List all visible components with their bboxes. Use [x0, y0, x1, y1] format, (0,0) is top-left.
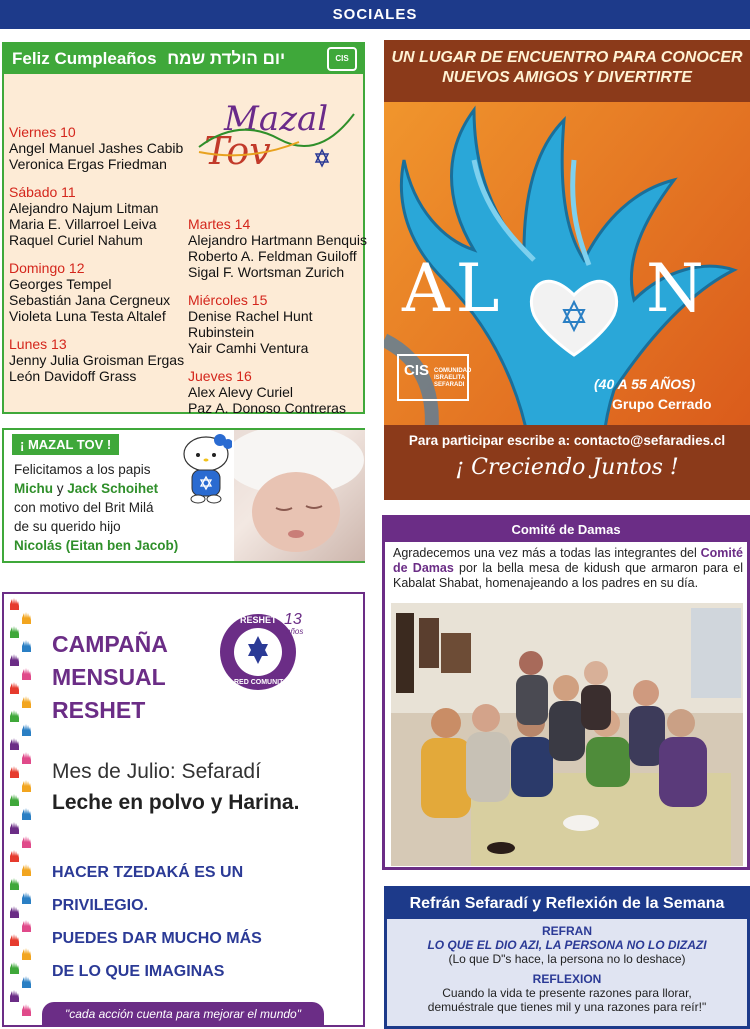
cis-logo: CIS — [327, 47, 357, 71]
comite-text — [393, 546, 743, 591]
birthday-group — [188, 292, 368, 356]
alon-headline — [384, 48, 750, 88]
baby-line4: de su querido hijo — [14, 519, 121, 534]
hello-kitty-illustration — [180, 432, 232, 504]
hand-icon — [10, 822, 19, 834]
reshet-logo-anos: años — [286, 627, 304, 636]
hand-icon — [10, 766, 19, 778]
campaign-line3: RESHET — [52, 697, 146, 723]
hand-icon — [22, 836, 31, 848]
comite-text-b: Comité de Damas — [393, 546, 743, 575]
birthday-day: Sábado 11 — [9, 184, 76, 200]
refran-box — [384, 886, 750, 1029]
alon-headline-1: UN LUGAR DE ENCUENTRO PARA CONOCER — [391, 49, 743, 66]
birthday-title: Feliz Cumpleaños — [12, 49, 157, 68]
hand-icon — [10, 598, 19, 610]
comite-group-photo — [391, 603, 743, 866]
hand-icon — [22, 724, 31, 736]
hand-icon — [22, 976, 31, 988]
child-name: Nicolás (Eitan ben Jacob) — [14, 538, 179, 553]
reflexion-line2: demuéstrale que tienes mil y una razones para reír!" — [427, 1000, 707, 1014]
alon-slogan: ¡ Creciendo Juntos ! — [455, 455, 679, 480]
hand-icon — [10, 710, 19, 722]
hand-icon — [22, 640, 31, 652]
refran-label: REFRAN — [542, 924, 592, 938]
birthday-name: Alejandro Najum Litman — [9, 200, 159, 216]
birthday-name: Angel Manuel Jashes Cabib — [9, 140, 184, 156]
birthday-day: Miércoles 15 — [188, 292, 268, 308]
mazal-tov-logo — [194, 92, 359, 172]
comite-damas-box — [382, 515, 750, 870]
alon-headline-2: NUEVOS AMIGOS Y DIVERTIRTE — [442, 69, 692, 86]
alon-ages: (40 A 55 AÑOS) — [594, 376, 696, 392]
birthday-group — [9, 124, 189, 172]
hand-icon — [10, 626, 19, 638]
reshet-logo-bottom: RED COMUNITARIA — [234, 679, 300, 686]
birthday-name: Georges Tempel — [9, 276, 112, 292]
hand-icon — [10, 906, 19, 918]
alon-cis-sub3: SEFARADI — [434, 382, 465, 388]
birthday-name: Sigal F. Wortsman Zurich — [188, 264, 345, 280]
hand-icon — [22, 948, 31, 960]
alon-cis-sub2: ISRAELITA — [434, 375, 466, 381]
birthday-name: Roberto A. Feldman Guiloff — [188, 248, 357, 264]
hands-border-decoration — [6, 598, 36, 1020]
reshet-logo-num: 13 — [284, 611, 302, 628]
reshet-logo — [218, 604, 308, 694]
hand-icon — [22, 612, 31, 624]
reshet-campaign-box — [2, 592, 365, 1027]
campaign-title — [52, 628, 168, 727]
reshet-logo-top: RESHET — [240, 615, 277, 625]
baby-line1: Felicitamos a los papis — [14, 462, 151, 477]
mazal-tov-tag: ¡ MAZAL TOV ! — [12, 434, 119, 455]
birthday-name: León Davidoff Grass — [9, 368, 137, 384]
parent1: Michu — [14, 481, 53, 496]
birthday-group — [9, 184, 189, 248]
hand-icon — [22, 892, 31, 904]
svg-text:Mazal: Mazal — [224, 99, 329, 139]
birthday-day: Martes 14 — [188, 216, 251, 232]
hand-icon — [22, 864, 31, 876]
tz-line2: PRIVILEGIO. — [52, 897, 149, 914]
birthday-name: Raquel Curiel Nahum — [9, 232, 143, 248]
hand-icon — [10, 850, 19, 862]
tz-line4: DE LO QUE IMAGINAS — [52, 963, 225, 980]
birthday-name: Maria E. Villarroel Leiva — [9, 216, 157, 232]
hand-icon — [22, 696, 31, 708]
birthday-name: Veronica Ergas Friedman — [9, 156, 167, 172]
birthday-box — [2, 42, 365, 414]
baby-line3: con motivo del Brit Milá — [14, 500, 154, 515]
alon-cis-sub — [434, 368, 471, 389]
alon-cis-sub1: COMUNIDAD — [434, 368, 472, 374]
birthday-day: Domingo 12 — [9, 260, 85, 276]
reflexion-line1: Cuando la vida te presente razones para llorar, — [442, 986, 692, 1000]
hand-icon — [10, 934, 19, 946]
hand-icon — [22, 1004, 31, 1016]
alon-contact: Para participar escribe a: contacto@sefaradies.cl — [408, 433, 726, 448]
and-word: y — [56, 481, 64, 496]
comite-text-c: por la bella mesa de kidush que armaron para el Kabalat Shabat, homenajeando a los padres en su día. — [393, 561, 743, 590]
tzedaka-text — [52, 856, 262, 988]
hand-icon — [22, 752, 31, 764]
hand-icon — [10, 738, 19, 750]
hand-icon — [10, 654, 19, 666]
birthday-title-hebrew: יום הולדת שמח — [167, 49, 286, 68]
alon-cis-logo: CIS — [404, 362, 430, 379]
baby-box — [2, 428, 365, 563]
campaign-month: Mes de Julio: Sefaradí — [52, 760, 261, 783]
birthday-name: Alex Alevy Curiel — [188, 384, 294, 400]
birthday-name: Yair Camhi Ventura — [188, 340, 309, 356]
birthday-day: Jueves 16 — [188, 368, 252, 384]
reflexion-label: REFLEXION — [532, 972, 602, 986]
birthday-name: Sebastián Jana Cergneux — [9, 292, 171, 308]
campaign-items: Leche en polvo y Harina. — [52, 791, 300, 814]
comite-title: Comité de Damas — [385, 518, 747, 542]
birthday-header — [4, 44, 363, 74]
birthday-name: Violeta Luna Testa Altalef — [9, 308, 166, 324]
hand-icon — [10, 990, 19, 1002]
alon-poster — [384, 40, 750, 500]
hand-icon — [10, 962, 19, 974]
birthday-name: Paz A. Donoso Contreras — [188, 400, 346, 416]
birthday-name: Denise Rachel Hunt Rubinstein — [188, 308, 313, 340]
tz-line1: HACER TZEDAKÁ ES UN — [52, 864, 244, 881]
parent2: Jack Schoihet — [67, 481, 159, 496]
birthday-group — [188, 216, 368, 280]
birthday-group — [9, 260, 189, 324]
birthday-group — [9, 336, 189, 384]
birthday-name: Jenny Julia Groisman Ergas — [9, 352, 185, 368]
refran-text: LO QUE EL DIO AZI, LA PERSONA NO LO DIZAZI — [427, 938, 707, 952]
hand-icon — [22, 808, 31, 820]
hand-icon — [22, 780, 31, 792]
refran-title: Refrán Sefaradí y Reflexión de la Semana — [387, 889, 747, 919]
baby-photo — [234, 430, 365, 561]
hand-icon — [10, 878, 19, 890]
alon-title-left: AL — [402, 250, 506, 327]
hand-icon — [22, 920, 31, 932]
hand-icon — [10, 682, 19, 694]
alon-group: Grupo Cerrado — [612, 396, 712, 412]
svg-text:Tov: Tov — [204, 129, 271, 172]
refran-translation: (Lo que D"s hace, la persona no lo deshace) — [448, 952, 686, 966]
campaign-line1: CAMPAÑA — [52, 631, 168, 657]
hand-icon — [22, 668, 31, 680]
campaign-line2: MENSUAL — [52, 664, 166, 690]
alon-title-right: N — [646, 250, 704, 327]
birthday-day: Lunes 13 — [9, 336, 67, 352]
birthday-group — [188, 368, 368, 416]
birthday-day: Viernes 10 — [9, 124, 76, 140]
campaign-footer: "cada acción cuenta para mejorar el mundo" — [42, 1002, 324, 1026]
hand-icon — [10, 794, 19, 806]
tz-line3: PUEDES DAR MUCHO MÁS — [52, 930, 262, 947]
birthday-name: Alejandro Hartmann Benquis — [188, 232, 367, 248]
comite-text-a: Agradecemos una vez más a todas las integrantes del — [393, 546, 701, 560]
section-header: SOCIALES — [0, 0, 750, 29]
